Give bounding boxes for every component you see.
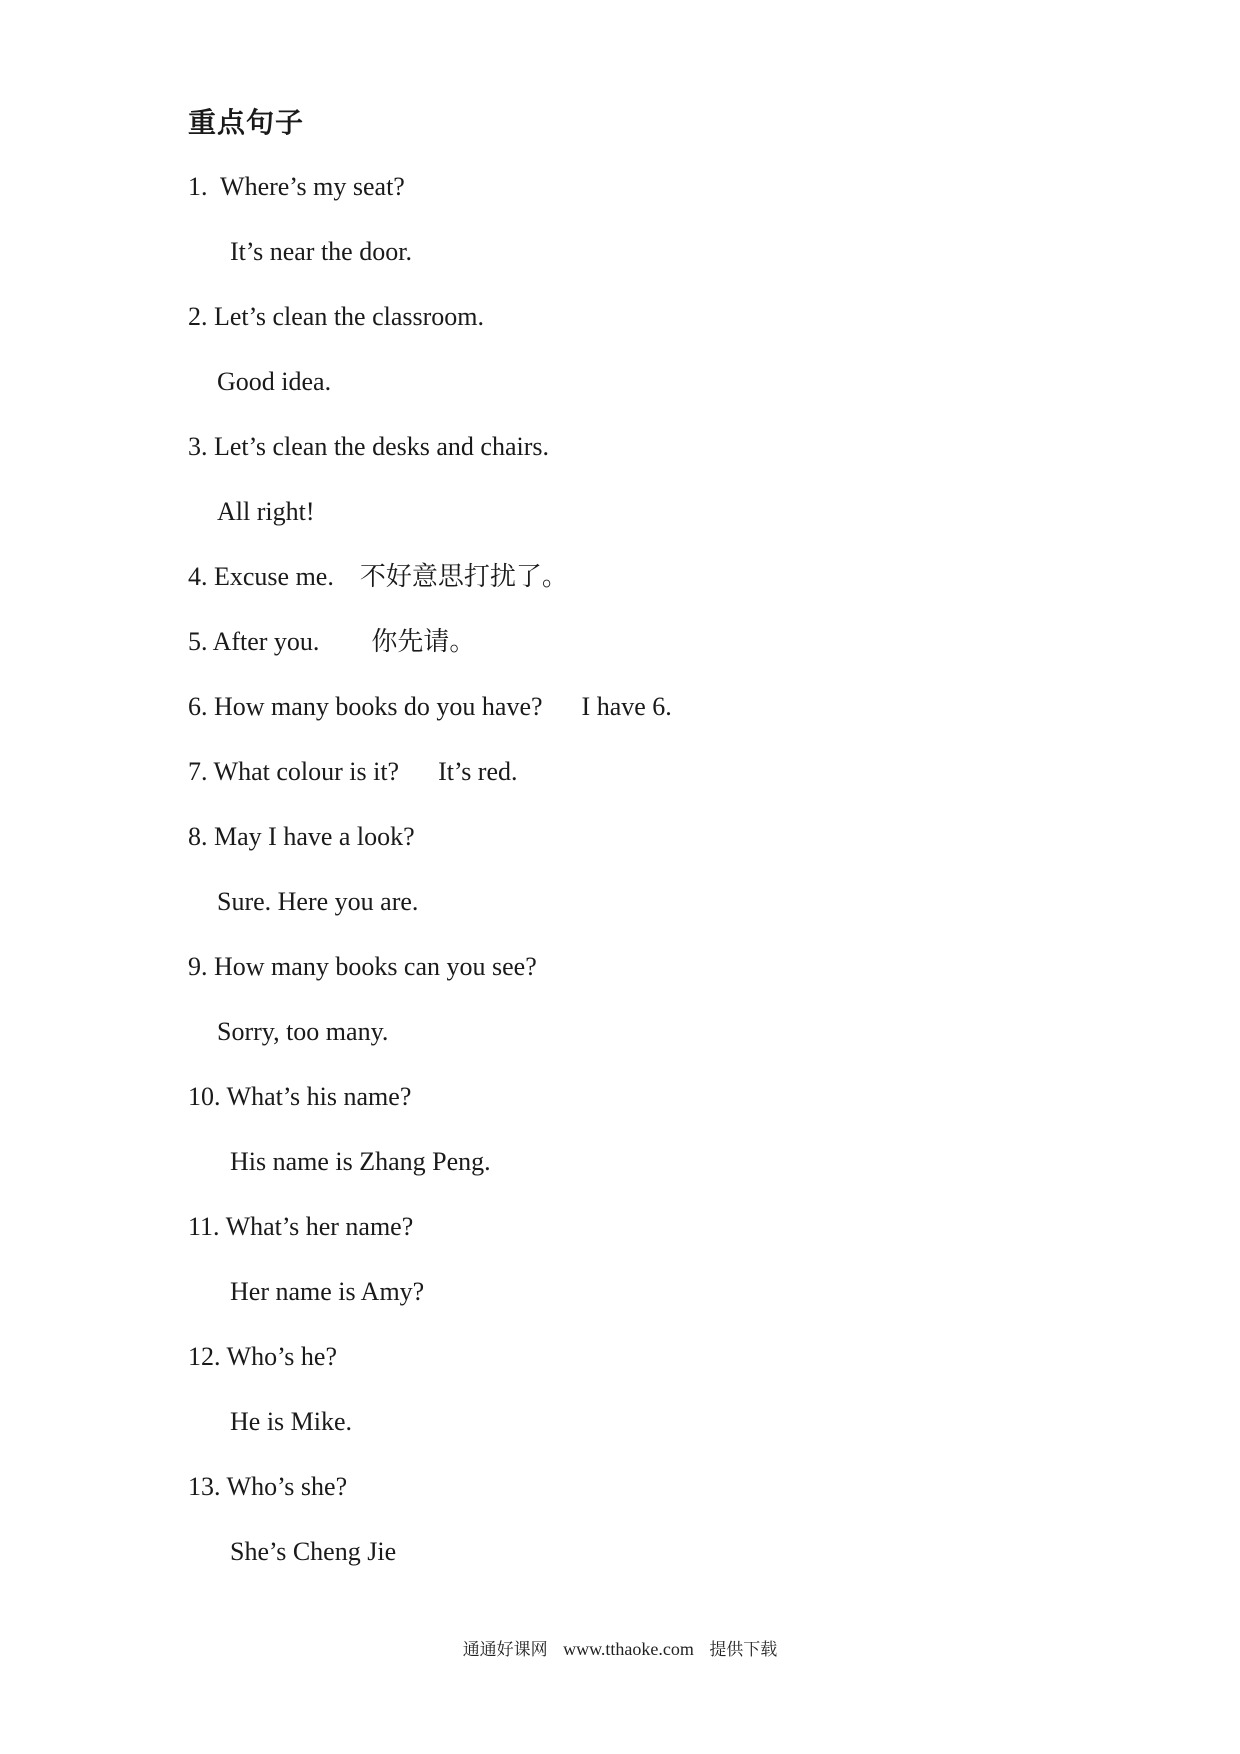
sentence-line: 4. Excuse me. 不好意思打扰了。 bbox=[188, 562, 568, 591]
page-title: 重点句子 bbox=[188, 106, 305, 139]
sentence-line: It’s near the door. bbox=[230, 237, 412, 266]
sentence-line: 5. After you. 你先请。 bbox=[188, 627, 476, 656]
sentence-line: 9. How many books can you see? bbox=[188, 952, 537, 981]
sentence-line: Sorry, too many. bbox=[217, 1017, 389, 1046]
sentence-line: Good idea. bbox=[217, 367, 332, 396]
sentence-line: 12. Who’s he? bbox=[188, 1342, 337, 1371]
sentence-line: 3. Let’s clean the desks and chairs. bbox=[188, 432, 549, 461]
sentence-line: 10. What’s his name? bbox=[188, 1082, 412, 1111]
sentence-line: 6. How many books do you have? I have 6. bbox=[188, 692, 672, 721]
page-footer bbox=[0, 1635, 1240, 1660]
sentence-line: 7. What colour is it? It’s red. bbox=[188, 757, 518, 786]
footer-suffix: 提供下载 bbox=[709, 1640, 778, 1660]
sentence-line: All right! bbox=[217, 497, 315, 526]
sentence-line: 2. Let’s clean the classroom. bbox=[188, 302, 485, 331]
sentence-line: He is Mike. bbox=[230, 1407, 353, 1436]
sentence-line: Sure. Here you are. bbox=[217, 887, 419, 916]
sentence-line: 13. Who’s she? bbox=[188, 1472, 348, 1501]
footer-site-name: 通通好课网 bbox=[462, 1640, 548, 1660]
sentence-line: 8. May I have a look? bbox=[188, 822, 415, 851]
sentence-line: 11. What’s her name? bbox=[188, 1212, 414, 1241]
sentence-line: Her name is Amy? bbox=[230, 1277, 425, 1306]
sentence-line: 1. Where’s my seat? bbox=[188, 172, 405, 201]
footer-url[interactable]: www.tthaoke.com bbox=[563, 1639, 694, 1659]
sentence-line: She’s Cheng Jie bbox=[230, 1537, 397, 1566]
sentence-line: His name is Zhang Peng. bbox=[230, 1147, 491, 1176]
